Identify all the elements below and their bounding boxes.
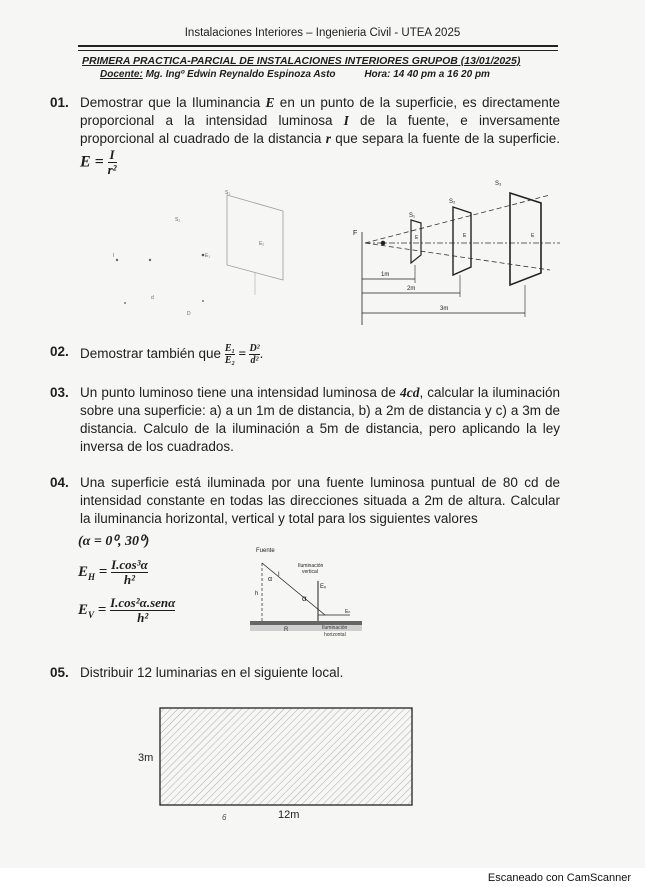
- fig-label: E: [463, 233, 467, 239]
- fig-label: vertical: [302, 569, 318, 575]
- handwritten-mark: 6: [222, 813, 227, 822]
- alpha-values: (α = 0⁰, 30⁰): [78, 534, 150, 549]
- docente-line: [100, 69, 490, 80]
- fig-label: S₁: [409, 213, 416, 219]
- course-header: Instalaciones Interiores – Ingenieria Civil - UTEA 2025: [184, 27, 461, 39]
- fig-label: α: [302, 594, 307, 603]
- question-text: Un punto luminoso tiene una intensidad luminosa de 4cd, calcular la iluminación sobre una superficie: a) a un 1m de distancia, b) a 2m de distancia y c) a 3m de distancia. Calculo de la iluminación a 5m de distancia, pero aplicando la ley inversa de los cuadrados.: [80, 385, 560, 454]
- surface-s3: [510, 193, 541, 285]
- fig-label: d: [151, 295, 154, 301]
- fig-label: 2m: [407, 286, 416, 292]
- docente-name: Mg. Ingº Edwin Reynaldo Espinoza Asto: [145, 69, 336, 80]
- question-02: [50, 343, 560, 366]
- exam-time: Hora: 14 40 pm a 16 20 pm: [364, 69, 490, 80]
- fig-label: E: [415, 235, 419, 241]
- fig-label: S₃: [495, 181, 502, 187]
- fig-label: E: [531, 233, 535, 239]
- formula-eh: $E_H$ = $\frac{\text{I.cos³α}}{\text{h²}}$: [78, 557, 148, 588]
- question-number: 02.: [50, 344, 69, 359]
- fig-label: E₂: [259, 241, 265, 247]
- question-01: [50, 94, 560, 178]
- question-number: 03.: [50, 385, 69, 400]
- fig-label: Eₕ: [345, 609, 351, 615]
- formula-fraction: $\frac{I}{\text{r²}}$: [107, 147, 117, 178]
- fig-label: I: [113, 253, 115, 259]
- formula-lhs: E =: [80, 153, 104, 171]
- question-03: [50, 384, 560, 456]
- question-number: 05.: [50, 665, 69, 680]
- room-height-label: 3m: [138, 752, 154, 764]
- question-04: [50, 474, 560, 528]
- room-width-label: 12m: [278, 809, 300, 821]
- fig-label: R: [284, 627, 289, 633]
- question-number: 01.: [50, 95, 69, 110]
- room-outline: [160, 708, 412, 805]
- docente-label: Docente:: [100, 69, 143, 80]
- fraction-e1-e2: $\frac{\text{E₁}}{\text{E₂}}$: [224, 343, 235, 366]
- scanner-watermark: Escaneado con CamScanner: [487, 872, 631, 884]
- figure-illuminance-components: [250, 543, 365, 648]
- exam-title: PRIMERA PRACTICA-PARCIAL DE INSTALACIONES INTERIORES GRUPOB (13/01/2025): [82, 55, 521, 67]
- fig-label: 3m: [440, 306, 449, 312]
- fig-label: α: [268, 576, 273, 583]
- question-text: Demostrar que la Iluminancia E en un punto de la superficie, es directamente proporcional a la intensidad luminosa I de la fuente, e inversamente proporcional al cuadrado de la distancia r que separa la fuente de la superficie. E = $\frac{I}{\text{r²}}$: [80, 95, 561, 178]
- figure-inverse-square: [345, 175, 570, 325]
- formula-ev-fraction: $\frac{\text{I.cos²α.senα}}{\text{h²}}$: [110, 595, 176, 626]
- fig-label: horizontal: [324, 632, 346, 638]
- formula-eh-fraction: $\frac{\text{I.cos³α}}{\text{h²}}$: [111, 557, 148, 588]
- fig-label: Iluminación: [298, 563, 324, 569]
- surface-s1: [411, 220, 421, 263]
- fig-label: D: [187, 311, 191, 317]
- question-text: Una superficie está iluminada por una fuente luminosa puntual de 80 cd de intensidad constante en todas las direcciones situada a 2m de altura. Calcular la iluminancia horizontal, vertical y total para los siguientes valores: [80, 475, 560, 526]
- question-text: Distribuir 12 luminarias en el siguiente local.: [80, 665, 344, 680]
- surface-plane: [227, 195, 283, 280]
- fig-label: F: [353, 230, 358, 237]
- fig-label: E₁: [205, 253, 211, 259]
- surface-s2: [453, 207, 471, 275]
- fraction-d-d: $\frac{\text{D²}}{\text{d²}}$: [249, 343, 260, 366]
- fig-label: S₂: [449, 199, 456, 205]
- formula-ev: $E_V$ = $\frac{\text{I.cos²α.senα}}{\text{h²}}$: [78, 595, 176, 626]
- fig-label: Eᵥ: [320, 584, 326, 590]
- question-number: 04.: [50, 475, 69, 490]
- fig-label: 1m: [381, 272, 390, 278]
- fig-label: S₁: [225, 190, 231, 196]
- question-text: Demostrar también que $\frac{\text{E₁}}{\text{E₂}}$ = $\frac{\text{D²}}{\text{d²}}$ .: [80, 343, 264, 366]
- header-rule-thin: [78, 50, 558, 51]
- fig-label: h: [255, 591, 259, 597]
- fig-label: I: [278, 572, 280, 578]
- fig-label: Iluminación: [322, 625, 348, 631]
- fig-label: S₂: [175, 217, 181, 223]
- light-source: [381, 241, 386, 246]
- header-rule-thick: [78, 45, 558, 47]
- question-05: [50, 664, 560, 682]
- figure-point-source: [105, 185, 295, 325]
- fig-label: Fuente: [256, 548, 275, 554]
- floor-plan: [130, 700, 430, 830]
